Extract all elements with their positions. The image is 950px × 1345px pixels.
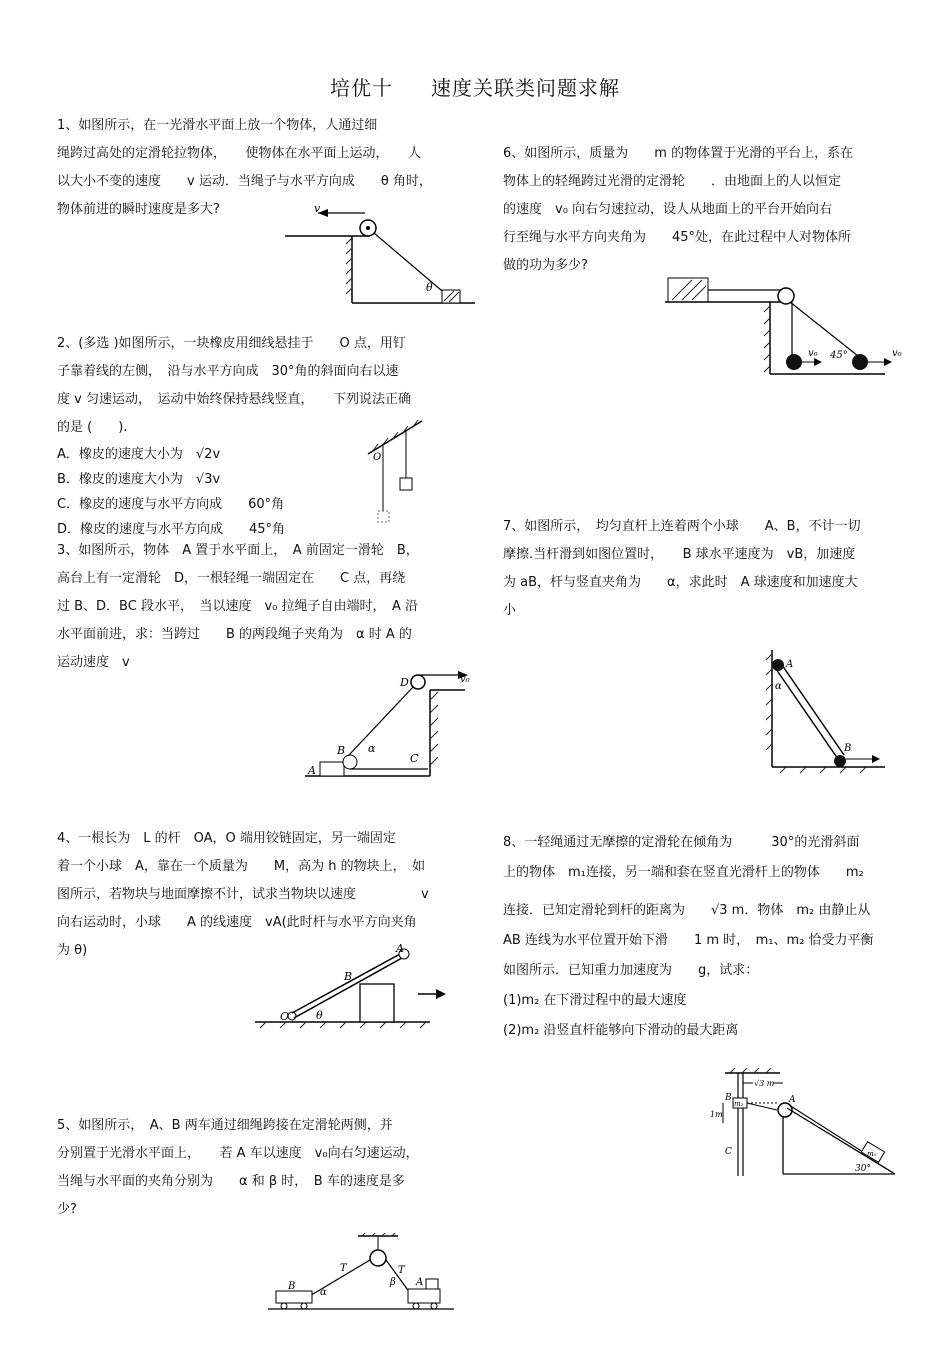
q3-d-label: D [400,676,409,689]
q7-line: 小 [503,603,517,618]
title-main: 速度关联类问题求解 [431,76,620,100]
q8-line: 如图所示．已知重力加速度为 g，试求： [503,963,759,978]
q3-line: 过 B、D．BC 段水平， 当以速度 v₀ 拉绳子自由端时， A 沿 [57,599,419,614]
title-prefix: 培优十 [330,76,393,100]
q5-rope-b [308,1260,370,1297]
q6-line: 6、如图所示，质量为 m 的物体置于光滑的平台上，系在 [503,146,854,161]
q7-rod-left [776,669,838,759]
q3-figure [300,668,480,783]
q8-b-label: B [725,1093,732,1103]
q7-figure [760,645,895,775]
q6-person-start [786,354,802,370]
q7-b-label: B [844,743,852,754]
q2-figure [360,418,440,530]
q8-c-label: C [725,1147,732,1157]
q3-pulley-d [411,675,425,689]
q4-line: 图所示，若物块与地面摩擦不计，试求当物块以速度 v [57,887,429,902]
q2-option-c: C．橡皮的速度与水平方向成 60°角 [57,497,285,512]
q4-line: 向右运动时，小球 A 的线速度 vA(此时杆与水平方向夹角 [57,915,417,930]
q8-m2-label: m₂ [734,1100,744,1108]
q3-c-label: C [410,752,419,765]
q8-rope-m1 [789,1105,863,1152]
q6-v0b-label: v₀ [892,348,902,359]
q1-block [442,290,460,303]
q1-line: 物体前进的瞬时速度是多大? [57,202,220,217]
q3-a-label: A [308,764,316,777]
q4-a-label: A [396,942,404,955]
q4-block [360,984,394,1022]
question-8 [503,828,933,1046]
q4-line: 4、一根长为 L 的杆 OA，O 端用铰链固定，另一端固定 [57,831,396,846]
q6-line: 物体上的轻绳跨过光滑的定滑轮 ．由地面上的人以恒定 [503,174,842,189]
q8-line: 8、一轻绳通过无摩擦的定滑轮在倾角为 30°的光滑斜面 [503,835,860,850]
q6-line: 的速度 v₀ 向右匀速拉动，设人从地面上的平台开始向右 [503,202,833,217]
q4-line: 着一个小球 A，靠在一个质量为 M，高为 h 的物块上， 如 [57,859,426,874]
q1-line: 绳跨过高处的定滑轮拉物体， 使物体在水平面上运动， 人 [57,146,422,161]
q1-line: 1、如图所示，在一光滑水平面上放一个物体，人通过细 [57,118,378,133]
q4-hinge [288,1012,296,1020]
q5-pulley [370,1250,386,1266]
q8-m1-label: m₁ [867,1150,877,1158]
q3-pulley-b [343,755,357,769]
q3-b-label: B [337,744,346,757]
q7-ball-b [834,755,846,767]
q7-a-label: A [786,659,794,670]
q8-angle-label: 30° [855,1164,871,1174]
q1-theta-label: θ [426,281,433,294]
q5-line: 5、如图所示， A、B 两车通过细绳跨接在定滑轮两侧，并 [57,1118,393,1133]
q5-line: 少? [57,1202,77,1217]
q2-option-d: D．橡皮的速度与水平方向成 45°角 [57,522,286,537]
q5-t1-label: T [340,1263,347,1274]
q7-ball-a [772,659,784,671]
q8-line: (2)m₂ 沿竖直杆能够向下滑动的最大距离 [503,1023,739,1038]
q5-cart-b [276,1291,312,1303]
question-6 [503,140,923,280]
q5-alpha-label: α [320,1287,327,1298]
q4-b-label: B [344,970,353,983]
q3-rope-bd [348,686,414,756]
q8-rope-m2 [747,1103,777,1110]
q6-figure [660,272,910,382]
q8-1m-label: 1m [710,1110,723,1119]
q4-figure [250,942,460,1032]
q7-line: 摩擦.当杆滑到如图位置时， B 球水平速度为 vB，加速度 [503,547,856,562]
q5-line: 当绳与水平面的夹角分别为 α 和 β 时， B 车的速度是多 [57,1174,405,1189]
q2-line: 度 v 匀速运动， 运动中始终保持悬线竖直， 下列说法正确 [57,392,411,407]
q3-v0-label: v₀ [460,674,470,685]
q4-theta-label: θ [316,1009,323,1022]
q6-rope-diag [790,302,858,356]
q7-line: 为 aB，杆与竖直夹角为 α，求此时 A 球速度和加速度大 [503,575,858,590]
q1-v-label: v [314,202,321,215]
q3-alpha-label: α [368,742,376,755]
q1-line: 以大小不变的速度 v 运动．当绳子与水平方向成 θ 角时， [57,174,432,189]
q2-line: 的是 ( ). [57,420,128,435]
q7-line: 7、如图所示， 均匀直杆上连着两个小球 A、B，不计一切 [503,519,861,534]
page-title [0,72,950,101]
q8-incline [787,1108,895,1174]
q2-eraser-old [378,511,389,522]
q8-figure [705,1068,900,1180]
q5-t2-label: T [398,1265,405,1276]
q2-option-a: A．橡皮的速度大小为 √2v [57,447,221,462]
q3-line: 水平面前进，求：当跨过 B 的两段绳子夹角为 α 时 A 的 [57,627,412,642]
question-7 [503,513,923,625]
q6-pulley [778,288,794,304]
q2-line: 2、(多选 )如图所示，一块橡皮用细线悬挂于 O 点，用钉 [57,336,406,351]
q1-figure [280,200,480,310]
q5-beta-label: β [390,1277,396,1288]
q4-line: 为 θ) [57,943,88,958]
q2-o-label: O [373,452,382,463]
q6-line: 行至绳与水平方向夹角为 45°处，在此过程中人对物体所 [503,230,852,245]
q6-person-end [852,354,868,370]
q7-rod-right [782,665,844,755]
q2-eraser [400,478,412,490]
q8-a-label: A [789,1095,796,1105]
q8-dist-label: √3 m [754,1079,775,1088]
q3-line: 3、如图所示，物体 A 置于水平面上， A 前固定一滑轮 B， [57,543,419,558]
q3-line: 运动速度 v [57,655,130,670]
q2-line: 子靠着线的左侧， 沿与水平方向成 30°角的斜面向右以速 [57,364,399,379]
q1-rope [374,233,448,296]
q5-line: 分别置于光滑水平面上， 若 A 车以速度 v₀向右匀速运动， [57,1146,419,1161]
q8-line: (1)m₂ 在下滑过程中的最大速度 [503,993,687,1008]
q5-b-label: B [288,1281,296,1292]
q3-line: 高台上有一定滑轮 D，一根轻绳一端固定在 C 点，再绕 [57,571,406,586]
q2-option-b: B．橡皮的速度大小为 √3v [57,472,221,487]
q6-line: 做的功为多少? [503,258,588,273]
q6-v0a-label: v₀ [808,348,818,359]
question-3 [57,537,477,677]
q5-figure [268,1233,458,1315]
q4-o-label: O [280,1010,290,1023]
q8-line: 上的物体 m₁连接，另一端和套在竖直光滑杆上的物体 m₂ [503,865,864,880]
q8-line: AB 连线为水平位置开始下滑 1 m 时， m₁、m₂ 恰受力平衡 [503,933,874,948]
q5-a-label: A [416,1277,424,1288]
q8-line: 连接．已知定滑轮到杆的距离为 √3 m．物体 m₂ 由静止从 [503,903,871,918]
q3-block-a [320,762,344,776]
q7-alpha-label: α [775,681,782,692]
q6-angle-label: 45° [830,350,848,361]
question-5 [57,1112,477,1224]
q5-truck-a [408,1289,440,1303]
